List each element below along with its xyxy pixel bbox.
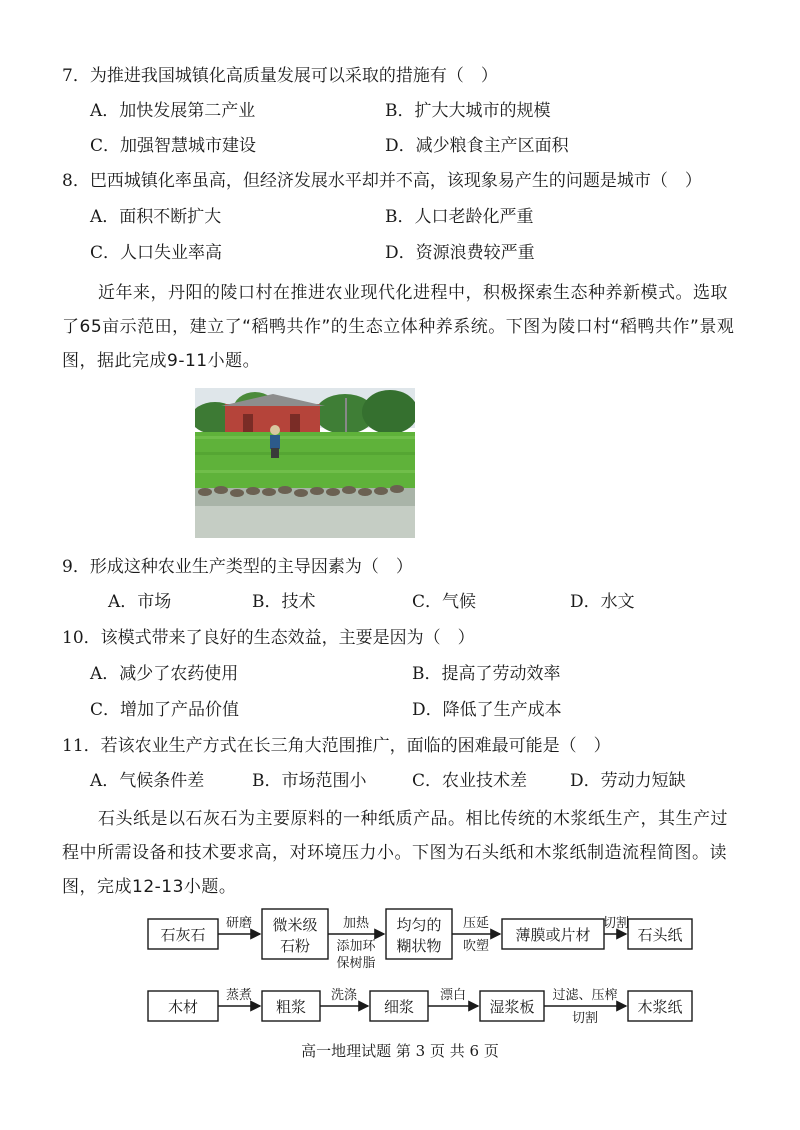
q11-option-d: D．劳动力短缺: [570, 771, 686, 791]
arrow-label-add-2: 保树脂: [336, 956, 376, 971]
q9-option-a: A．市场: [108, 592, 172, 612]
arrow-label-wash: 洗涤: [330, 988, 358, 1003]
passage-stone-paper-text: 石头纸是以石灰石为主要原料的一种纸质产品。相比传统的木浆纸生产，其生产过程中所需设备和技术要求高，对环境压力小。下图为石头纸和木浆纸制造流程简图。读图，完成12-13小题。: [62, 809, 728, 897]
q8-option-d: D．资源浪费较严重: [385, 243, 535, 263]
q9-option-c: C．气候: [412, 592, 477, 612]
q11-option-a: A．气候条件差: [90, 771, 205, 791]
q9-option-b: B．技术: [252, 592, 316, 612]
arrow-label-add-1: 添加环: [336, 939, 376, 954]
question-8-stem: 8．巴西城镇化率虽高，但经济发展水平却并不高，该现象易产生的问题是城市（ ）: [62, 171, 702, 191]
q8-option-a: A．面积不断扩大: [90, 207, 222, 227]
passage-rice-duck-text: 近年来，丹阳的陵口村在推进农业现代化进程中，积极探索生态种养新模式。选取了65亩示范田，建立了“稻鸭共作”的生态立体种养系统。下图为陵口村“稻鸭共作”景观图，据此完成9-11小题。: [62, 283, 735, 371]
q10-option-a: A．减少了农药使用: [90, 664, 239, 684]
label-paste-1: 均匀的: [396, 916, 442, 934]
arrow-label-press: 压延: [462, 916, 490, 931]
arrow-label-bleach: 漂白: [439, 988, 467, 1003]
arrow-label-filter-press: 过滤、压榨: [552, 988, 618, 1003]
arrow-label-cut-2: 切割: [571, 1011, 599, 1026]
question-7-stem: 7．为推进我国城镇化高质量发展可以采取的措施有（ ）: [62, 66, 498, 86]
arrow-label-heat: 加热: [342, 916, 370, 931]
label-paste-2: 糊状物: [396, 937, 442, 955]
label-fine-pulp: 细浆: [383, 998, 415, 1016]
q10-option-d: D．降低了生产成本: [412, 700, 562, 720]
arrow-label-cook: 蒸煮: [225, 988, 253, 1003]
label-micron-2: 石粉: [279, 937, 311, 955]
q7-option-c: C．加强智慧城市建设: [90, 136, 257, 156]
arrow-label-grind: 研磨: [225, 916, 253, 931]
rice-duck-illustration: [195, 388, 415, 538]
arrow-label-blow: 吹塑: [462, 939, 490, 954]
q7-option-a: A．加快发展第二产业: [90, 101, 256, 121]
passage-stone-paper: [62, 802, 740, 904]
label-film-sheet: 薄膜或片材: [515, 926, 591, 944]
q11-option-c: C．农业技术差: [412, 771, 528, 791]
q8-option-c: C．人口失业率高: [90, 243, 223, 263]
label-limestone: 石灰石: [160, 926, 206, 944]
q10-option-b: B．提高了劳动效率: [412, 664, 561, 684]
q9-option-d: D．水文: [570, 592, 635, 612]
label-stone-paper: 石头纸: [637, 926, 683, 944]
page-footer: 高一地理试题 第 3 页 共 6 页: [301, 1042, 499, 1060]
label-micron-1: 微米级: [272, 916, 318, 934]
rice-duck-photo: [195, 388, 415, 538]
label-wood-paper: 木浆纸: [637, 998, 683, 1016]
label-wet-board: 湿浆板: [489, 998, 535, 1016]
question-9-stem: 9．形成这种农业生产类型的主导因素为（ ）: [62, 557, 413, 577]
question-11-stem: 11．若该农业生产方式在长三角大范围推广，面临的困难最可能是（ ）: [62, 736, 611, 756]
question-10-stem: 10．该模式带来了良好的生态效益，主要是因为（ ）: [62, 628, 475, 648]
arrow-label-cut-1: 切割: [602, 916, 630, 931]
q11-option-b: B．市场范围小: [252, 771, 367, 791]
passage-rice-duck: [62, 276, 740, 378]
paper-process-flowchart: [140, 905, 700, 1030]
q7-option-d: D．减少粮食主产区面积: [385, 136, 569, 156]
q7-option-b: B．扩大大城市的规模: [385, 101, 551, 121]
label-wood: 木材: [167, 998, 199, 1016]
label-coarse-pulp: 粗浆: [275, 998, 307, 1016]
q8-option-b: B．人口老龄化严重: [385, 207, 534, 227]
q10-option-c: C．增加了产品价值: [90, 700, 240, 720]
